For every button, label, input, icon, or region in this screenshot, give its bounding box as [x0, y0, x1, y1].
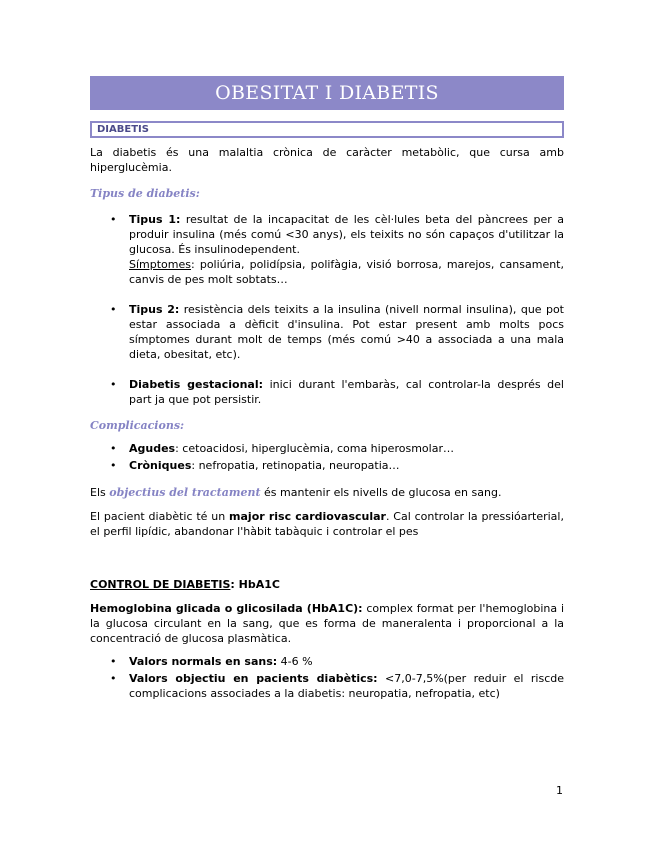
symptoms-line [129, 257, 564, 287]
symptoms-label: Símptomes [129, 258, 191, 271]
bullet-icon: • [110, 672, 117, 685]
type-label: Tipus 2: [129, 303, 180, 316]
list-item [90, 377, 564, 407]
value-label: Valors objectiu en pacients diabètics: [129, 672, 378, 685]
list-item [90, 441, 564, 456]
value-label: Valors normals en sans: [129, 655, 278, 668]
list-item [90, 458, 564, 473]
bullet-icon: • [110, 213, 117, 226]
complications-list [90, 441, 564, 473]
types-list [90, 212, 564, 407]
types-heading: Tipus de diabetis: [90, 187, 200, 200]
intro-paragraph: La diabetis és una malaltia crònica de caràcter metabòlic, que cursa amb hiperglucèmia. [90, 146, 564, 174]
list-item [90, 671, 564, 701]
bullet-icon: • [110, 655, 117, 668]
bullet-icon: • [110, 303, 117, 316]
list-item [90, 212, 564, 287]
section-heading-diabetis: DIABETIS [90, 121, 564, 138]
risk-bold: major risc cardiovascular [229, 510, 386, 523]
type-text: resultat de la incapacitat de les cèl·lules beta del pàncrees per a produir insulina (més comú <30 anys), els teixits no són capaços d'utilitzar la glucosa. És insulinodependent. [129, 213, 564, 256]
value-text: <7,0-7,5%(per reduir el riscde complicacions associades a la diabetis: neuropatia, nefropatia, etc) [129, 672, 564, 700]
list-item [90, 654, 564, 669]
type-text: inici durant l'embaràs, cal controlar-la després del part ja que pot persistir. [129, 378, 564, 406]
objectives-pre: Els [90, 486, 110, 499]
complication-label: Agudes [129, 442, 176, 455]
objectives-paragraph [90, 485, 564, 500]
risk-paragraph [90, 509, 564, 539]
control-heading-rest: : HbA1C [230, 578, 280, 591]
symptoms-text: : poliúria, polidípsia, polifàgia, visió borrosa, marejos, cansament, canvis de pes molt sobtats… [129, 258, 564, 286]
page-number: 1 [556, 784, 563, 797]
hba1c-bold: Hemoglobina glicada o glicosilada (HbA1C): [90, 602, 363, 615]
hba1c-text: complex format per l'hemoglobina i la glucosa circulant en la sang, que es forma de maneralenta i proporcional a la concentració de glucosa plasmàtica. [90, 602, 564, 645]
complication-text: : nefropatia, retinopatia, neuropatia… [191, 459, 400, 472]
value-text: 4-6 % [277, 655, 313, 668]
document-page [90, 76, 564, 701]
bullet-icon: • [110, 442, 117, 455]
type-label: Tipus 1: [129, 213, 181, 226]
complications-heading: Complicacions: [90, 419, 185, 432]
type-text: resistència dels teixits a la insulina (nivell normal insulina), que pot estar associada a dèficit d'insulina. Pot estar present amb molts pocs símptomes durant molt de temps (més comú >40 a associada a una mala dieta, obesitat, etc). [129, 303, 564, 361]
hba1c-paragraph [90, 601, 564, 646]
objectives-highlight: objectius del tractament [109, 486, 261, 499]
document-title: OBESITAT I DIABETIS [90, 76, 564, 110]
risk-post: . Cal controlar la pressióarterial, el perfil lipídic, abandonar l'hàbit tabàquic i controlar el pes [90, 510, 564, 538]
type-label: Diabetis gestacional: [129, 378, 263, 391]
objectives-post: és mantenir els nivells de glucosa en sang. [260, 486, 502, 499]
control-heading [90, 577, 564, 592]
risk-pre: El pacient diabètic té un [90, 510, 230, 523]
complication-text: : cetoacidosi, hiperglucèmia, coma hiperosmolar… [175, 442, 454, 455]
control-heading-underlined: CONTROL DE DIABETIS [90, 578, 231, 591]
values-list [90, 654, 564, 701]
list-item [90, 302, 564, 362]
bullet-icon: • [110, 378, 117, 391]
bullet-icon: • [110, 459, 117, 472]
complication-label: Cròniques [129, 459, 192, 472]
